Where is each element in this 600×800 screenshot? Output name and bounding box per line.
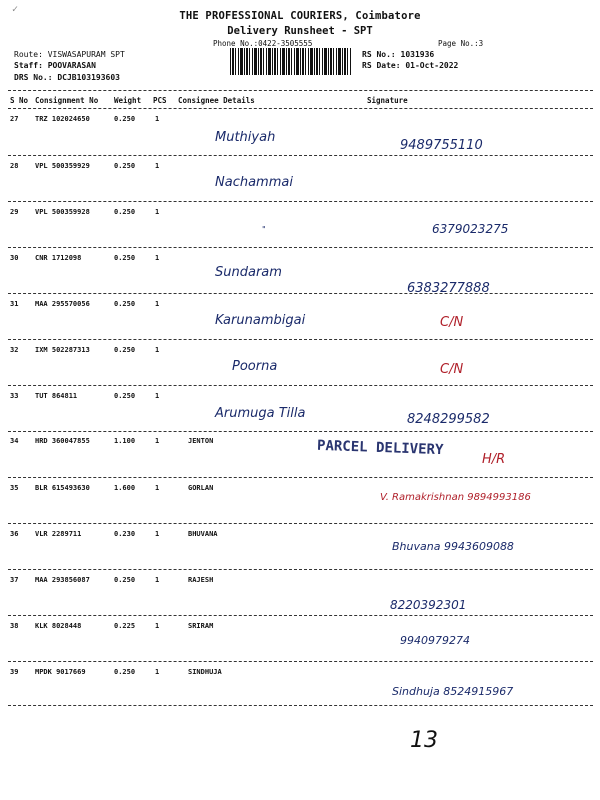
row-weight: 0.250: [114, 392, 136, 400]
row-signature: 8248299582: [407, 412, 490, 427]
company-title: THE PROFESSIONAL COURIERS, Coimbatore: [179, 10, 421, 22]
row-divider: [8, 155, 593, 156]
row-weight: 0.225: [114, 622, 136, 630]
row-signature: 6379023275: [432, 222, 509, 236]
row-signature: C/N: [440, 362, 464, 377]
row-divider: [8, 293, 593, 294]
row-handwritten-name: Poorna: [232, 359, 278, 374]
row-signature: 9489755110: [400, 138, 483, 153]
row-weight: 0.250: [114, 300, 136, 308]
parcel-delivery-stamp: PARCEL DELIVERY: [316, 437, 444, 459]
row-signature: C/N: [440, 315, 464, 330]
row-divider: [8, 569, 593, 570]
row-consignment-no: TUT 864811: [35, 392, 78, 400]
row-pcs: 1: [155, 530, 160, 538]
row-pcs: 1: [155, 576, 160, 584]
row-handwritten-name: ": [262, 225, 266, 234]
row-consignment-no: HRD 360047855: [35, 437, 90, 445]
row-weight: 0.250: [114, 162, 136, 170]
row-consignment-no: IXM 502287313: [35, 346, 90, 354]
row-sno: 39: [10, 668, 19, 676]
row-signature: Bhuvana 9943609088: [392, 540, 514, 553]
row-consignment-no: VPL 500359928: [35, 208, 90, 216]
row-divider: [8, 385, 593, 386]
divider: [8, 108, 593, 109]
row-divider: [8, 523, 593, 524]
row-consignee: GORLAN: [188, 484, 214, 492]
page-number: Page No.:3: [438, 39, 484, 48]
row-weight: 0.250: [114, 576, 136, 584]
footer-mark: 13: [410, 728, 438, 753]
rs-number: RS No.: 1031936: [362, 50, 435, 59]
row-weight: 0.250: [114, 346, 136, 354]
row-consignee: JENTON: [188, 437, 214, 445]
row-consignment-no: VLR 2289711: [35, 530, 82, 538]
barcode-icon: [230, 48, 352, 75]
row-sno: 30: [10, 254, 19, 262]
row-pcs: 1: [155, 208, 160, 216]
row-weight: 1.600: [114, 484, 136, 492]
row-consignment-no: KLK 8028448: [35, 622, 82, 630]
row-pcs: 1: [155, 437, 160, 445]
row-sno: 36: [10, 530, 19, 538]
runsheet-title: Delivery Runsheet - SPT: [227, 25, 373, 37]
row-consignee: SINDHUJA: [188, 668, 222, 676]
row-pcs: 1: [155, 346, 160, 354]
col-sno: S No: [10, 96, 29, 105]
row-weight: 0.250: [114, 208, 136, 216]
row-signature: H/R: [482, 452, 506, 467]
row-pcs: 1: [155, 300, 160, 308]
row-divider: [8, 339, 593, 340]
row-sno: 29: [10, 208, 19, 216]
row-pcs: 1: [155, 115, 160, 123]
row-consignment-no: TRZ 102024650: [35, 115, 90, 123]
row-sno: 37: [10, 576, 19, 584]
staff: Staff: POOVARASAN: [14, 61, 96, 70]
row-weight: 0.250: [114, 254, 136, 262]
col-consignment: Consignment No: [35, 96, 99, 105]
row-pcs: 1: [155, 392, 160, 400]
row-consignee: SRIRAM: [188, 622, 214, 630]
row-handwritten-name: Karunambigai: [215, 313, 306, 328]
row-weight: 1.100: [114, 437, 136, 445]
row-consignment-no: VPL 500359929: [35, 162, 90, 170]
row-pcs: 1: [155, 162, 160, 170]
row-divider: [8, 247, 593, 248]
row-signature: V. Ramakrishnan 9894993186: [380, 492, 531, 503]
row-weight: 0.230: [114, 530, 136, 538]
row-weight: 0.250: [114, 668, 136, 676]
row-signature: Sindhuja 8524915967: [392, 685, 514, 698]
row-weight: 0.250: [114, 115, 136, 123]
row-handwritten-name: Muthiyah: [215, 130, 276, 145]
col-pcs: PCS: [153, 96, 167, 105]
row-sno: 32: [10, 346, 19, 354]
row-sno: 27: [10, 115, 19, 123]
row-handwritten-name: Nachammai: [215, 175, 293, 190]
row-divider: [8, 705, 593, 706]
row-divider: [8, 201, 593, 202]
row-divider: [8, 661, 593, 662]
row-pcs: 1: [155, 484, 160, 492]
row-consignee: RAJESH: [188, 576, 214, 584]
row-consignment-no: BLR 615493630: [35, 484, 90, 492]
route: Route: VISWASAPURAM SPT: [14, 50, 125, 59]
rs-date: RS Date: 01-Oct-2022: [362, 61, 459, 70]
row-signature: 6383277888: [407, 281, 490, 296]
row-divider: [8, 477, 593, 478]
row-sno: 35: [10, 484, 19, 492]
row-sno: 33: [10, 392, 19, 400]
row-sno: 31: [10, 300, 19, 308]
row-handwritten-name: Sundaram: [215, 265, 282, 280]
row-pcs: 1: [155, 622, 160, 630]
row-sno: 34: [10, 437, 19, 445]
col-weight: Weight: [114, 96, 142, 105]
col-consignee: Consignee Details: [178, 96, 255, 105]
divider: [8, 90, 593, 91]
row-pcs: 1: [155, 668, 160, 676]
row-divider: [8, 615, 593, 616]
row-sno: 38: [10, 622, 19, 630]
drs-number: DRS No.: DCJB103193603: [14, 73, 120, 82]
row-pcs: 1: [155, 254, 160, 262]
col-signature: Signature: [367, 96, 408, 105]
row-consignment-no: MAA 295570056: [35, 300, 90, 308]
row-signature: 9940979274: [400, 634, 470, 647]
row-consignment-no: CNR 1712098: [35, 254, 82, 262]
row-consignment-no: MAA 293856087: [35, 576, 90, 584]
row-divider: [8, 431, 593, 432]
check-mark-icon: ✓: [12, 4, 19, 15]
row-sno: 28: [10, 162, 19, 170]
row-consignment-no: MPDK 9017669: [35, 668, 86, 676]
phone-number: Phone No.:0422-3505555: [213, 39, 313, 48]
row-signature: 8220392301: [390, 598, 467, 612]
row-consignee: BHUVANA: [188, 530, 218, 538]
row-handwritten-name: Arumuga Tilla: [215, 406, 306, 421]
